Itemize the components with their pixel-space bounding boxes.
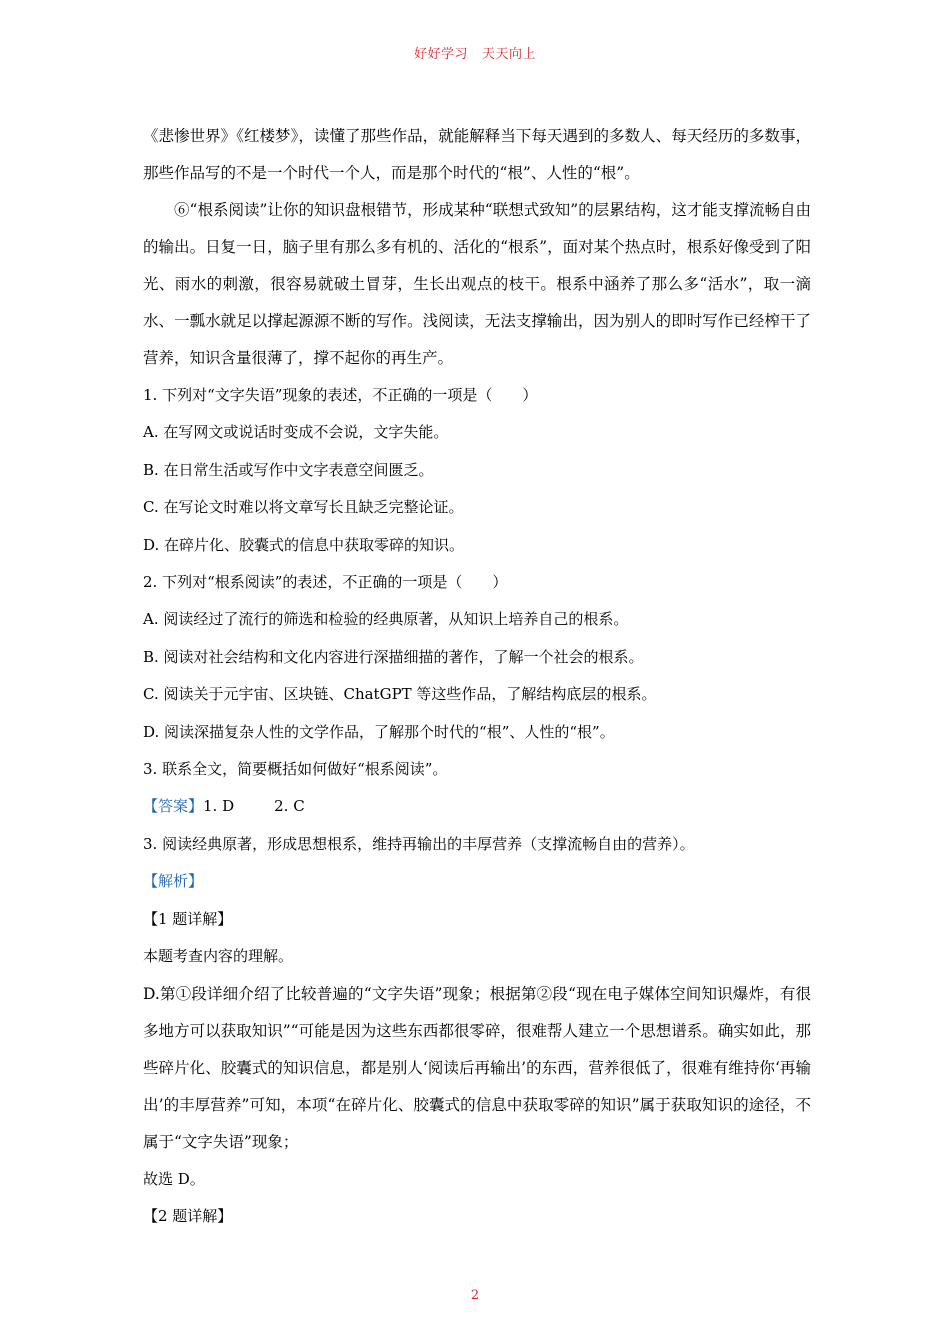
question-2-option-d: D. 阅读深描复杂人性的文学作品，了解那个时代的“根”、人性的“根”。 <box>143 722 615 741</box>
question-1-option-b: B. 在日常生活或写作中文字表意空间匮乏。 <box>143 460 434 479</box>
question-3-stem: 3. 联系全文，简要概括如何做好“根系阅读”。 <box>143 760 448 779</box>
question-2-stem: 2. 下列对“根系阅读”的表述，不正确的一项是（ ） <box>143 573 508 592</box>
question-1-option-d: D. 在碎片化、胶囊式的信息中获取零碎的知识。 <box>143 535 465 554</box>
answer-3: 3. 阅读经典原著，形成思想根系，维持再输出的丰厚营养（支撑流畅自由的营养）。 <box>143 834 695 853</box>
question-1 <box>143 377 811 564</box>
answer-2: 2. C <box>274 797 305 816</box>
analysis-tag: 【解析】 <box>143 872 204 891</box>
analysis-q1-body: D.第①段详细介绍了比较普遍的“文字失语”现象；根据第②段“现在电子媒体空间知识爆炸，有很多地方可以获取知识”“可能是因为这些东西都很零碎，很难帮人建立一个思想谱系。确实如此，那些碎片化、胶囊式的知识信息，都是别人‘阅读后再输出’的东西，营养很低了，很难有维持你‘再输出’的丰厚营养”可知，本项“在碎片化、胶囊式的信息中获取零碎的知识”属于获取知识的途径，不属于“文字失语”现象； <box>143 984 811 1151</box>
question-2 <box>143 564 811 751</box>
question-2-option-b: B. 阅读对社会结构和文化内容进行深描细描的著作，了解一个社会的根系。 <box>143 647 644 666</box>
page-header: 好好学习 天天向上 <box>414 47 536 62</box>
passage-paragraph-5-end: 《悲惨世界》《红楼梦》，读懂了那些作品，就能解释当下每天遇到的多数人、每天经历的多数事，那些作品写的不是一个时代一个人，而是那个时代的“根”、人性的“根”。 <box>143 127 811 182</box>
analysis-q1-title: 【1 题详解】 <box>143 909 233 928</box>
question-1-option-a: A. 在写网文或说话时变成不会说，文字失能。 <box>143 423 449 442</box>
answer-line <box>143 788 811 825</box>
answer-1: 1. D <box>203 797 235 816</box>
answer-tag: 【答案】 <box>143 797 204 816</box>
analysis-q2-title: 【2 题详解】 <box>143 1206 233 1225</box>
question-2-option-c: C. 阅读关于元宇宙、区块链、ChatGPT 等这些作品，了解结构底层的根系。 <box>143 685 657 704</box>
question-1-stem: 1. 下列对“文字失语”现象的表述，不正确的一项是（ ） <box>143 386 538 404</box>
document-body <box>143 118 811 1235</box>
analysis-q1-intro: 本题考查内容的理解。 <box>143 947 294 966</box>
question-2-option-a: A. 阅读经过了流行的筛选和检验的经典原著，从知识上培养自己的根系。 <box>143 610 629 629</box>
question-1-option-c: C. 在写论文时难以将文章写长且缺乏完整论证。 <box>143 498 464 517</box>
passage-paragraph-6: ⑥“根系阅读”让你的知识盘根错节，形成某种“联想式致知”的层累结构，这才能支撑流畅自由的输出。日复一日，脑子里有那么多有机的、活化的“根系”，面对某个热点时，根系好像受到了阳光、雨水的刺激，很容易就破土冒芽，生长出观点的枝干。根系中涵养了那么多“活水”，取一滴水、一瓢水就足以撑起源源不断的写作。浅阅读，无法支撑输出，因为别人的即时写作已经榨干了营养，知识含量很薄了，撑不起你的再生产。 <box>143 201 811 367</box>
analysis-q1-conclusion: 故选 D。 <box>143 1169 205 1188</box>
page-number: 2 <box>470 1288 480 1303</box>
